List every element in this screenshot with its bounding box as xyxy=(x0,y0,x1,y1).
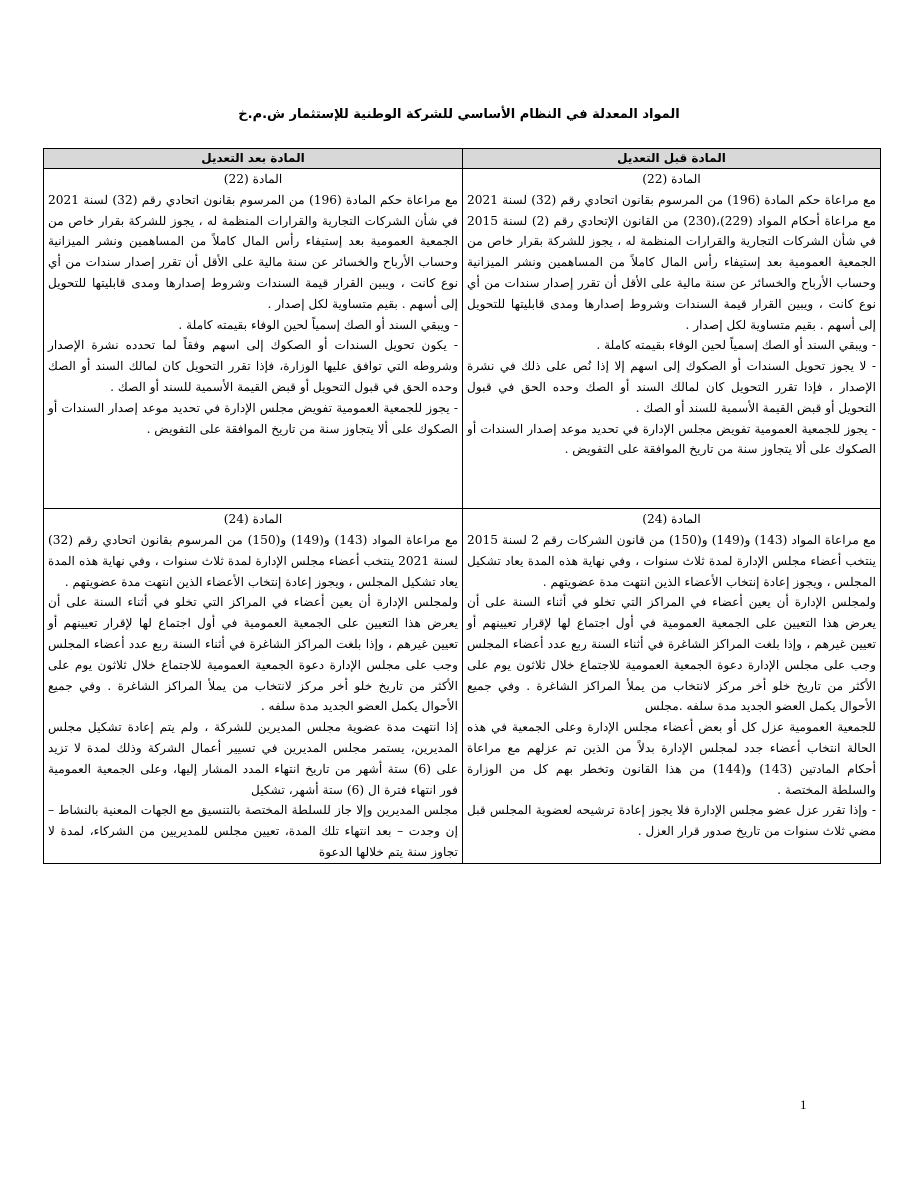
paragraph: - لا يجوز تحويل السندات أو الصكوك إلى اسهم إلا إذا نُص على ذلك في نشرة الإصدار ، فإذا تقرر التحويل كان لمالك السند أو الصك وحده الحق في قبول التحويل أو قبض القيمة الأسمية للسند أو الصك . xyxy=(467,359,876,415)
paragraph: مع مراعاة حكم المادة (196) من المرسوم بقانون اتحادي رقم (32) لسنة 2021 في شأن الشركات التجارية والقرارات المنظمة له ، يجوز للشركة بقرار خاص من الجمعية العمومية بعد إستيفاء رأس المال كاملاً من المساهمين ونشر الميزانية وحساب الأرباح والخسائر عن سنة مالية على الأقل أن تقرر إصدار سندات من أي نوع كانت ، ويبين القرار قيمة السندات وشروط إصدارها ومدى قابليتها للتحويل إلى أسهم . بقيم متساوية لكل إصدار . xyxy=(48,192,458,311)
article-title: المادة (24) xyxy=(642,512,701,527)
article-title: المادة (24) xyxy=(223,512,283,527)
header-before: المادة قبل التعديل xyxy=(463,149,881,169)
paragraph: مجلس المديرين وإلا جاز للسلطة المختصة بالتنسيق مع الجهات المعنية بالنشاط – إن وجدت – بعد انتهاء تلك المدة، تعيين مجلس للمديريين من الشركاء، لمدة لا تجاوز سنة يتم خلالها الدعوة xyxy=(48,803,458,859)
blank-space xyxy=(467,460,876,508)
article-title: المادة (22) xyxy=(223,172,283,186)
paragraph: - ويبقي السند أو الصك إسمياً لحين الوفاء بقيمته كاملة . xyxy=(178,317,458,332)
paragraph: إذا انتهت مدة عضوية مجلس المديرين للشركة ، ولم يتم إعادة تشكيل مجلس المديرين، يستمر مجلس المديرين في تسيير أعمال الشركة وذلك لمدة لا تزيد على (6) ستة أشهر من تاريخ انتهاء المدد المشار إليها، وعلى الجمعية العمومية فور انتهاء فترة ال (6) ستة أشهر، تشكيل xyxy=(48,720,458,797)
cell-after-article-22 xyxy=(44,169,463,509)
cell-after-article-24 xyxy=(44,509,463,864)
article-title: المادة (22) xyxy=(642,172,701,186)
cell-before-article-22 xyxy=(463,169,881,509)
page-title: المواد المعدلة في النظام الأساسي للشركة الوطنية للإستثمار ش.م.خ xyxy=(238,107,680,122)
comparison-table xyxy=(43,148,881,864)
paragraph: - يجوز للجمعية العمومية تفويض مجلس الإدارة في تحديد موعد إصدار السندات أو الصكوك على ألا يتجاوز سنة من تاريخ الموافقة على التفويض . xyxy=(48,400,458,436)
paragraph: ولمجلس الإدارة أن يعين أعضاء في المراكز التي تخلو في أثناء السنة على أن يعرض هذا التعيين على الجمعية العمومية في أول اجتماع لها لإقرار تعيينهم أو تعيين غيرهم ، وإذا بلغت المراكز الشاغرة في أثناء السنة ربع عدد أعضاء المجلس وجب على مجلس الإدارة دعوة الجمعية العمومية للاجتماع خلال ثلاثون يوم على الأكثر من تاريخ خلو أخر مركز لانتخاب من يملأ المراكز الشاغرة . وفي جميع الأحوال يكمل العضو الجديد مدة سلفه . xyxy=(48,595,458,714)
paragraph: مع مراعاة المواد (143) و(149) و(150) من المرسوم بقانون اتحادي رقم (32) لسنة 2021 ينتخب أعضاء مجلس الإدارة لمدة ثلاث سنوات ، وفي نهاية هذه المدة يعاد تشكيل المجلس ، ويجوز إعادة إنتخاب الأعضاء الذين انتهت مدة عضويتهم . xyxy=(48,532,459,589)
paragraph: - يكون تحويل السندات أو الصكوك إلى اسهم وفقاً لما تحدده نشرة الإصدار وشروطه التي توافق عليها الوزارة، فإذا تقرر التحويل كان لمالك السند أو الصك وحده الحق في قبول التحويل أو قبض القيمة الأسمية للسند أو الصك . xyxy=(48,338,458,394)
paragraph: ولمجلس الإدارة أن يعين أعضاء في المراكز التي تخلو في أثناء السنة على أن يعرض هذا التعيين على الجمعية العمومية في أول اجتماع لها لإقرار تعيينهم أو تعيين غيرهم ، وإذا بلغت المراكز الشاغرة في أثناء السنة ربع عدد أعضاء المجلس وجب على مجلس الإدارة دعوة الجمعية العمومية للاجتماع خلال ثلاثون يوم على الأكثر من تاريخ خلو أخر مركز لانتخاب من يملأ المراكز الشاغرة . وفي جميع الأحوال يكمل العضو الجديد مدة سلفه .مجلس xyxy=(467,595,876,714)
table-row xyxy=(44,169,881,509)
header-after: المادة بعد التعديل xyxy=(44,149,463,169)
paragraph: مع مراعاة حكم المادة (196) من المرسوم بقانون اتحادي رقم (32) لسنة 2021 مع مراعاة أحكام المواد (229)،(230) من القانون الإتحادي رقم (2) لسنة 2015 في شأن الشركات التجارية والقرارات المنظمة له ، يجوز للشركة بقرار خاص من الجمعية العمومية بعد إستيفاء رأس المال كاملاً من المساهمين ونشر الميزانية وحساب الأرباح والخسائر عن سنة مالية على الأقل أن تقرر إصدار سندات من أي نوع كانت ، ويبين القرار قيمة السندات وشروط إصدارها ومدى قابليتها للتحويل إلى أسهم . بقيم متساوية لكل إصدار . xyxy=(467,192,876,332)
paragraph: مع مراعاة المواد (143) و(149) و(150) من قانون الشركات رقم 2 لسنة 2015 ينتخب أعضاء مجلس الإدارة لمدة ثلاث سنوات ، وفي نهاية هذه المدة يعاد تشكيل المجلس ، ويجوز إعادة إنتخاب الأعضاء الذين انتهت مدة عضويتهم . xyxy=(467,532,877,589)
paragraph: - وإذا تقرر عزل عضو مجلس الإدارة فلا يجوز إعادة ترشيحه لعضوية المجلس قبل مضي ثلاث سنوات من تاريخ صدور قرار العزل . xyxy=(467,803,876,839)
table-row xyxy=(44,509,881,864)
paragraph: - ويبقي السند أو الصك إسمياً لحين الوفاء بقيمته كاملة . xyxy=(596,338,876,353)
cell-before-article-24 xyxy=(463,509,881,864)
table-header-row xyxy=(44,149,881,169)
page-number: 1 xyxy=(800,1097,807,1112)
paragraph: للجمعية العمومية عزل كل أو بعض أعضاء مجلس الإدارة وعلى الجمعية في هذه الحالة انتخاب أعضاء جدد لمجلس الإدارة بدلاً من الذين تم عزلهم مع مراعاة أحكام المادتين (143) و(144) من هذا القانون وتخطر بهم كل من الوزارة والسلطة المختصة . xyxy=(467,720,876,797)
paragraph: - يجوز للجمعية العمومية تفويض مجلس الإدارة في تحديد موعد إصدار السندات أو الصكوك على ألا يتجاوز سنة من تاريخ الموافقة على التفويض . xyxy=(467,421,876,457)
